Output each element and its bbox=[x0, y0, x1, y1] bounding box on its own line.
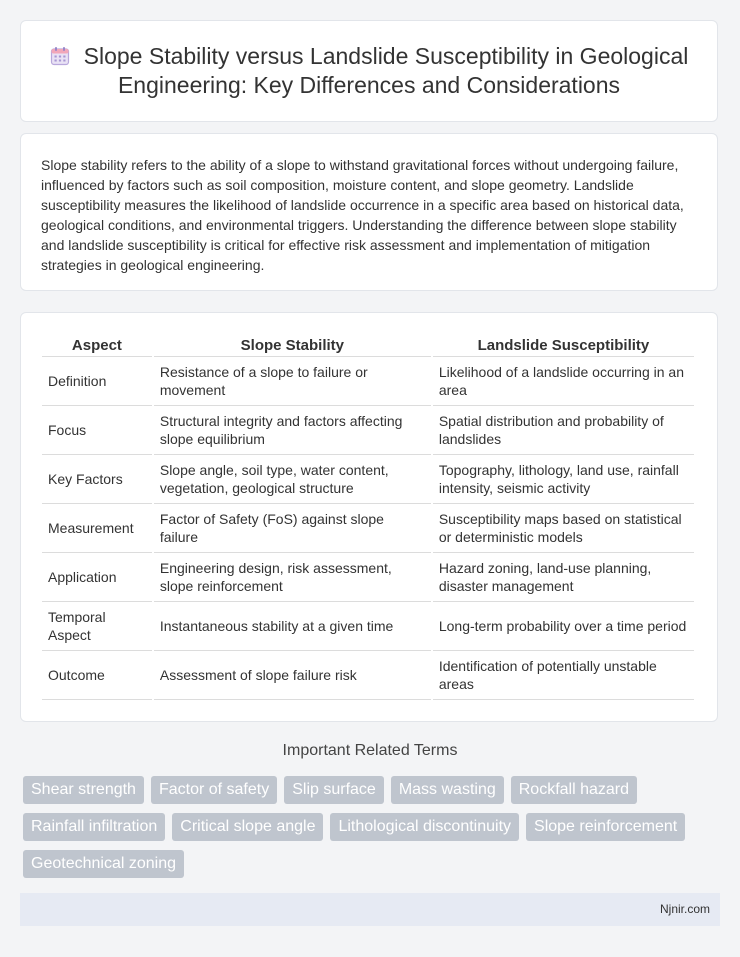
footer bbox=[20, 893, 720, 926]
table-row bbox=[42, 406, 694, 455]
related-terms-list bbox=[23, 776, 723, 878]
row-slope-stability: Slope angle, soil type, water content, vegetation, geological structure bbox=[154, 455, 431, 504]
row-slope-stability: Resistance of a slope to failure or movement bbox=[154, 357, 431, 406]
table-row bbox=[42, 553, 694, 602]
row-slope-stability: Structural integrity and factors affecting slope equilibrium bbox=[154, 406, 431, 455]
footer-site-link[interactable]: Njnir.com bbox=[659, 902, 710, 916]
term-tag[interactable]: Slope reinforcement bbox=[526, 813, 685, 841]
intro-card bbox=[20, 133, 718, 291]
table-row bbox=[42, 504, 694, 553]
page-title-text: Slope Stability versus Landslide Susceptibility in Geological Engineering: Key Differences and Considerations bbox=[83, 43, 689, 98]
row-slope-stability: Engineering design, risk assessment, slope reinforcement bbox=[154, 553, 431, 602]
row-slope-stability: Assessment of slope failure risk bbox=[154, 651, 431, 700]
table-row bbox=[42, 651, 694, 700]
term-tag[interactable]: Shear strength bbox=[23, 776, 144, 804]
header-slope-stability: Slope Stability bbox=[154, 334, 431, 357]
row-landslide-susceptibility: Susceptibility maps based on statistical or deterministic models bbox=[433, 504, 694, 553]
comparison-table bbox=[40, 334, 696, 700]
row-aspect: Outcome bbox=[42, 651, 152, 700]
row-aspect: Temporal Aspect bbox=[42, 602, 152, 651]
comparison-card bbox=[20, 312, 718, 722]
header-landslide-susceptibility: Landslide Susceptibility bbox=[433, 334, 694, 357]
table-header-row bbox=[42, 334, 694, 357]
row-landslide-susceptibility: Topography, lithology, land use, rainfall intensity, seismic activity bbox=[433, 455, 694, 504]
term-tag[interactable]: Factor of safety bbox=[151, 776, 277, 804]
table-row bbox=[42, 455, 694, 504]
intro-paragraph: Slope stability refers to the ability of a slope to withstand gravitational forces without undergoing failure, influenced by factors such as soil composition, moisture content, and slope geometry. Landslide susceptibility measures the likelihood of landslide occurrence in a specific area based on historical data, geological conditions, and environmental triggers. Understanding the difference between slope stability and landslide susceptibility is critical for effective risk assessment and implementation of mitigation strategies in geological engineering. bbox=[41, 157, 684, 273]
page-title bbox=[21, 42, 717, 100]
term-tag[interactable]: Rainfall infiltration bbox=[23, 813, 165, 841]
row-landslide-susceptibility: Spatial distribution and probability of landslides bbox=[433, 406, 694, 455]
term-tag[interactable]: Rockfall hazard bbox=[511, 776, 637, 804]
row-aspect: Focus bbox=[42, 406, 152, 455]
row-aspect: Measurement bbox=[42, 504, 152, 553]
term-tag[interactable]: Geotechnical zoning bbox=[23, 850, 184, 878]
row-slope-stability: Instantaneous stability at a given time bbox=[154, 602, 431, 651]
term-tag[interactable]: Lithological discontinuity bbox=[330, 813, 519, 841]
header-aspect: Aspect bbox=[42, 334, 152, 357]
term-tag[interactable]: Mass wasting bbox=[391, 776, 504, 804]
row-landslide-susceptibility: Likelihood of a landslide occurring in an area bbox=[433, 357, 694, 406]
table-row bbox=[42, 602, 694, 651]
calendar-icon bbox=[50, 44, 70, 64]
title-card bbox=[20, 20, 718, 122]
row-landslide-susceptibility: Hazard zoning, land-use planning, disaster management bbox=[433, 553, 694, 602]
related-terms-heading: Important Related Terms bbox=[282, 742, 458, 759]
row-aspect: Application bbox=[42, 553, 152, 602]
term-tag[interactable]: Slip surface bbox=[284, 776, 384, 804]
term-tag[interactable]: Critical slope angle bbox=[172, 813, 323, 841]
row-slope-stability: Factor of Safety (FoS) against slope failure bbox=[154, 504, 431, 553]
row-aspect: Definition bbox=[42, 357, 152, 406]
row-landslide-susceptibility: Identification of potentially unstable areas bbox=[433, 651, 694, 700]
table-row bbox=[42, 357, 694, 406]
row-landslide-susceptibility: Long-term probability over a time period bbox=[433, 602, 694, 651]
row-aspect: Key Factors bbox=[42, 455, 152, 504]
